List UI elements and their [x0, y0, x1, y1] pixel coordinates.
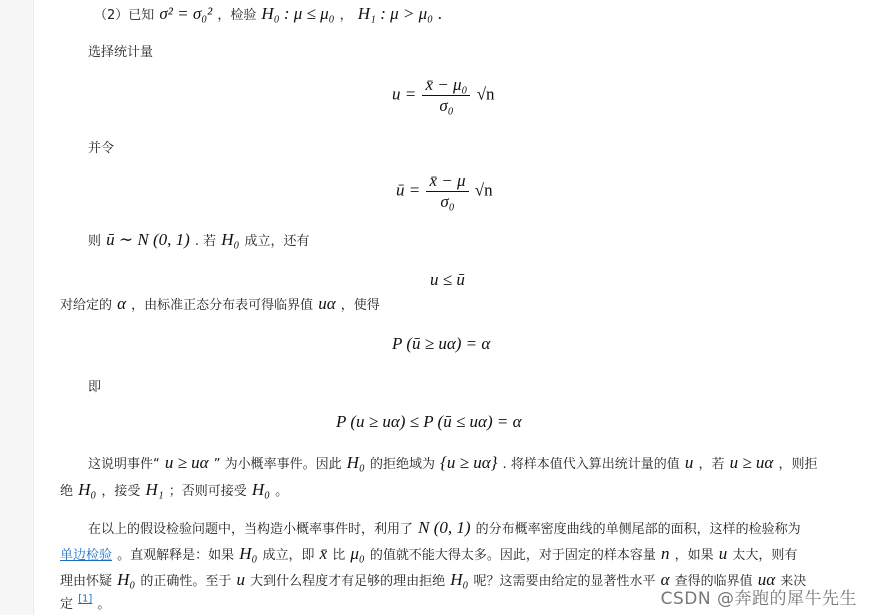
p2-xbar: x̄: [319, 544, 328, 563]
eq1-lhs: u =: [392, 84, 417, 104]
p2-h0: H₀: [239, 544, 258, 563]
eq1-sqrt: √n: [476, 84, 495, 104]
eq1-fraction: [422, 75, 470, 116]
p1-text: 绝: [60, 484, 74, 499]
p1-text: ；否则可接受: [168, 484, 247, 499]
case2-sep2: ，: [339, 8, 353, 23]
p2-text: 的正确性。至于: [140, 574, 232, 589]
eq2-denominator: σ₀: [440, 192, 455, 211]
para2-line4: [60, 593, 110, 612]
p2-text: 理由怀疑: [60, 574, 113, 589]
eq2-lhs: ū =: [396, 180, 421, 200]
eq2-numerator: x̄ − μ: [426, 171, 468, 192]
given-critical: uα: [318, 294, 336, 313]
p2-text: 的分布概率密度曲线的单侧尾部的面积，这样的检验称为: [475, 522, 801, 537]
p1-rejection-region: {u ≥ uα}: [440, 453, 498, 472]
given-post: ，使得: [340, 298, 380, 313]
p2-text: 在以上的假设检验问题中，当构造小概率事件时，利用了: [88, 522, 414, 537]
p2-text: 呢？这需要由给定的显著性水平: [473, 574, 656, 589]
p1-h1: H₁: [145, 480, 164, 499]
select-statistic-text: 选择统计量: [88, 45, 154, 60]
case2-prefix: （2）已知: [94, 8, 155, 23]
case2-sep: ，检验: [217, 8, 257, 23]
given-mid: ，由标准正态分布表可得临界值: [131, 298, 314, 313]
then-line: [88, 230, 310, 250]
p2-critical: uα: [757, 570, 776, 589]
p1-condition: u ≥ uα: [729, 453, 774, 472]
p1-h0: H₀: [346, 453, 365, 472]
p1-u: u: [684, 453, 694, 472]
p2-text: 的值就不能大得太多。因此，对于固定的样本容量: [369, 548, 656, 563]
p1-event: u ≥ uα: [164, 453, 209, 472]
p1-h0: H₀: [78, 480, 97, 499]
p2-text: 来决: [780, 574, 807, 589]
p2-alpha: α: [660, 570, 670, 589]
p2-text: 比: [332, 548, 346, 563]
eq1-denominator: σ₀: [439, 96, 454, 115]
p1-text: 的拒绝域为: [369, 457, 435, 472]
p2-mu0: μ₀: [350, 544, 365, 563]
p2-text: 太大，则有: [732, 548, 798, 563]
para2-line2: [60, 544, 797, 564]
equation-probability-bound: P (u ≥ uα) ≤ P (ū ≤ uα) = α: [336, 412, 522, 431]
p1-text: 这说明事件“: [88, 457, 160, 472]
equation-u: [392, 75, 495, 116]
p2-h0: H₀: [117, 570, 136, 589]
then-mid: . 若: [194, 234, 217, 249]
p2-text: 成立，即: [262, 548, 315, 563]
equation-probability: P (ū ≥ uα) = α: [392, 334, 491, 353]
then-h0: H₀: [221, 230, 240, 249]
p2-text: 大到什么程度才有足够的理由拒绝: [250, 574, 446, 589]
csdn-watermark: CSDN @奔跑的犀牛先生: [660, 589, 857, 609]
p1-text: . 将样本值代入算出统计量的值: [502, 457, 680, 472]
p2-u: u: [236, 570, 245, 589]
p2-normal-dist: N (0, 1): [418, 518, 471, 537]
ie-text: 即: [88, 380, 102, 395]
para1-line2: [60, 480, 288, 500]
p1-text: ，接受: [101, 484, 141, 499]
p2-text: ，如果: [674, 548, 714, 563]
p2-text: 查得的临界值: [674, 574, 753, 589]
para1-line1: [88, 453, 817, 473]
eq2-sqrt: √n: [474, 180, 493, 200]
p2-u: u: [718, 544, 728, 563]
then-distribution: ū ∼ N (0, 1): [106, 230, 190, 249]
given-pre: 对给定的: [60, 298, 113, 313]
and-let-text: 并令: [88, 141, 115, 156]
given-alpha: α: [117, 294, 127, 313]
p1-text: ” 为小概率事件。因此: [213, 457, 342, 472]
citation-link[interactable]: [1]: [78, 593, 93, 605]
eq2-fraction: [426, 171, 468, 212]
p1-text: 。: [275, 484, 289, 499]
p2-h0: H₀: [450, 570, 469, 589]
then-pre: 则: [88, 234, 102, 249]
article-body: [34, 0, 871, 615]
null-hypothesis: H₀ : μ ≤ μ₀: [261, 4, 335, 23]
case2-end: .: [438, 4, 443, 23]
eq1-numerator: x̄ − μ₀: [422, 75, 470, 96]
case2-statement: [94, 4, 442, 24]
p2-text: 定: [60, 597, 74, 612]
p2-text: 。直观解释是：如果: [117, 548, 235, 563]
para2-line1: [88, 518, 801, 538]
p2-n: n: [661, 544, 670, 563]
alt-hypothesis: H₁ : μ > μ₀: [357, 4, 434, 23]
p2-text: 。: [97, 597, 111, 612]
p1-text: ，若: [698, 457, 725, 472]
p1-text: ，则拒: [778, 457, 818, 472]
p1-h0: H₀: [251, 480, 271, 499]
equation-inequality: u ≤ ū: [430, 270, 465, 289]
left-gutter: [0, 0, 34, 615]
equation-u-bar: [396, 171, 493, 212]
one-sided-test-link[interactable]: 单边检验: [60, 548, 113, 563]
sigma-equation: σ² = σ₀²: [159, 4, 213, 23]
given-alpha-line: [60, 294, 380, 314]
then-post: 成立，还有: [244, 234, 310, 249]
